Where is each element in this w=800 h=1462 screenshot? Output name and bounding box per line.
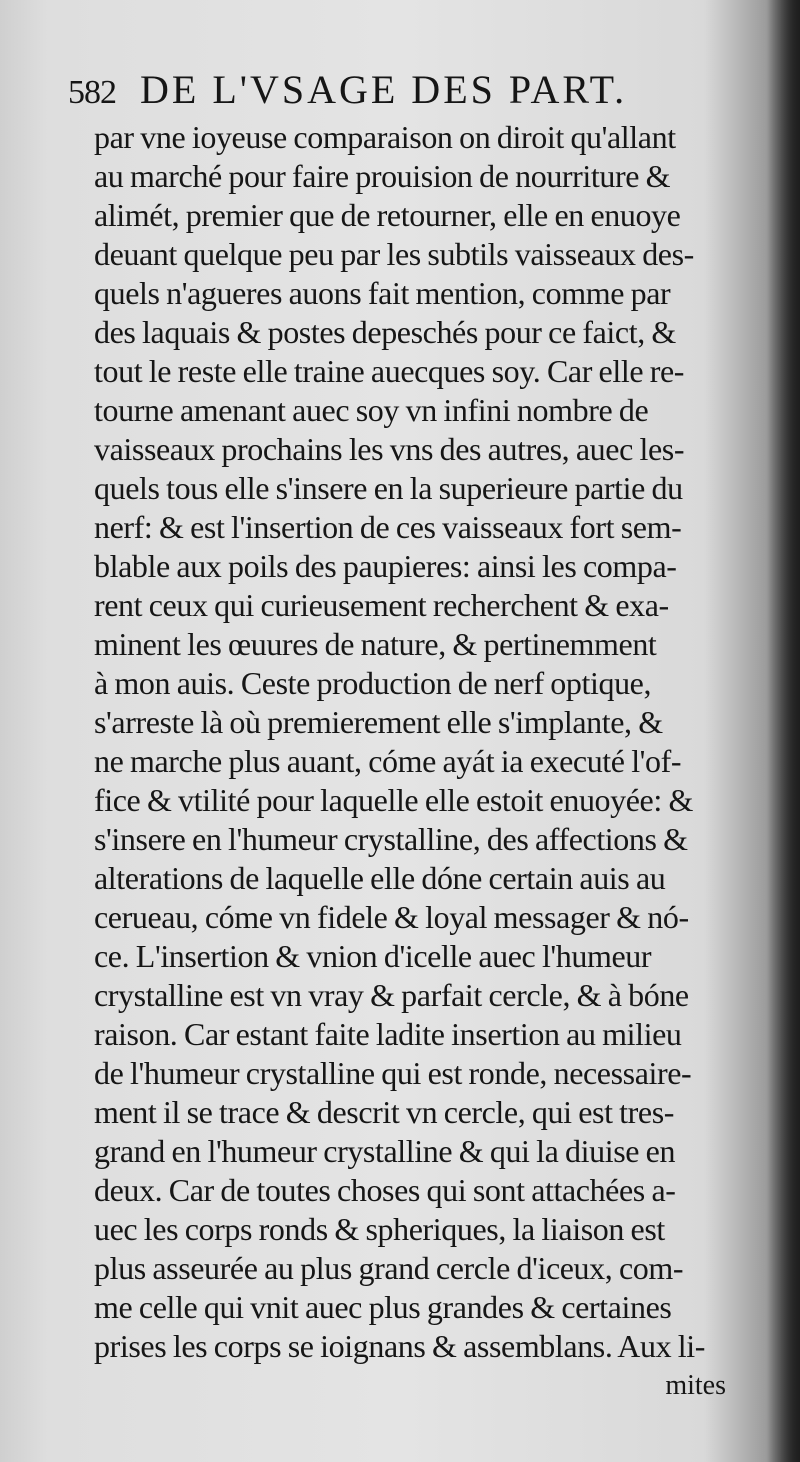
running-title: DE L'VSAGE DES PART. [140, 67, 628, 112]
catchword: mites [665, 1370, 726, 1401]
text-line: tourne amenant auec soy vn infini nombre de [94, 392, 649, 428]
text-line: par vne ioyeuse comparaison on diroit qu'allant [94, 119, 676, 155]
page-text-block [68, 62, 740, 1405]
text-line: raison. Car estant faite ladite insertion au milieu [94, 1016, 682, 1052]
text-line: cerueau, cóme vn fidele & loyal messager & nó- [94, 899, 689, 935]
text-line: me celle qui vnit auec plus grandes & certaines [94, 1289, 672, 1325]
text-line: ne marche plus auant, cóme ayát ia executé l'of- [94, 743, 682, 779]
text-line: quels tous elle s'insere en la superieure partie du [94, 470, 683, 506]
text-line: deuant quelque peu par les subtils vaisseaux des- [94, 236, 694, 272]
text-line: quels n'agueres auons fait mention, comme par [94, 275, 671, 311]
text-line: des laquais & postes depeschés pour ce faict, & [94, 314, 676, 350]
text-line: fice & vtilité pour laquelle elle estoit enuoyée: & [94, 782, 693, 818]
text-line: crystalline est vn vray & parfait cercle, & à bóne [94, 977, 689, 1013]
text-line: alimét, premier que de retourner, elle en enuoye [94, 197, 681, 233]
text-line: au marché pour faire prouision de nourriture & [94, 158, 671, 194]
body-text [94, 118, 740, 1366]
text-line: deux. Car de toutes choses qui sont attachées a- [94, 1172, 676, 1208]
text-line: de l'humeur crystalline qui est ronde, necessaire- [94, 1055, 692, 1091]
text-line: minent les œuures de nature, & pertinemment [94, 626, 657, 662]
running-head [68, 62, 740, 118]
text-line: rent ceux qui curieusement recherchent & exa- [94, 587, 669, 623]
text-line: grand en l'humeur crystalline & qui la diuise en [94, 1133, 676, 1169]
text-line: s'insere en l'humeur crystalline, des affections & [94, 821, 688, 857]
text-line: uec les corps ronds & spheriques, la liaison est [94, 1211, 665, 1247]
text-line: ce. L'insertion & vnion d'icelle auec l'humeur [94, 938, 652, 974]
text-line: nerf: & est l'insertion de ces vaisseaux fort sem- [94, 509, 682, 545]
page-number: 582 [68, 74, 116, 111]
text-line: prises les corps se ioignans & assemblans. Aux li- [94, 1328, 706, 1364]
text-line: à mon auis. Ceste production de nerf optique, [94, 665, 652, 701]
text-line: s'arreste là où premierement elle s'implante, & [94, 704, 663, 740]
text-line: ment il se trace & descrit vn cercle, qui est tres- [94, 1094, 675, 1130]
book-spine-shadow [766, 0, 800, 1462]
text-line: plus asseurée au plus grand cercle d'iceux, com- [94, 1250, 684, 1286]
text-line: tout le reste elle traine auecques soy. Car elle re- [94, 353, 685, 389]
text-line: alterations de laquelle elle dóne certain auis au [94, 860, 666, 896]
text-line: vaisseaux prochains les vns des autres, auec les- [94, 431, 685, 467]
text-line: blable aux poils des paupieres: ainsi les compa- [94, 548, 677, 584]
